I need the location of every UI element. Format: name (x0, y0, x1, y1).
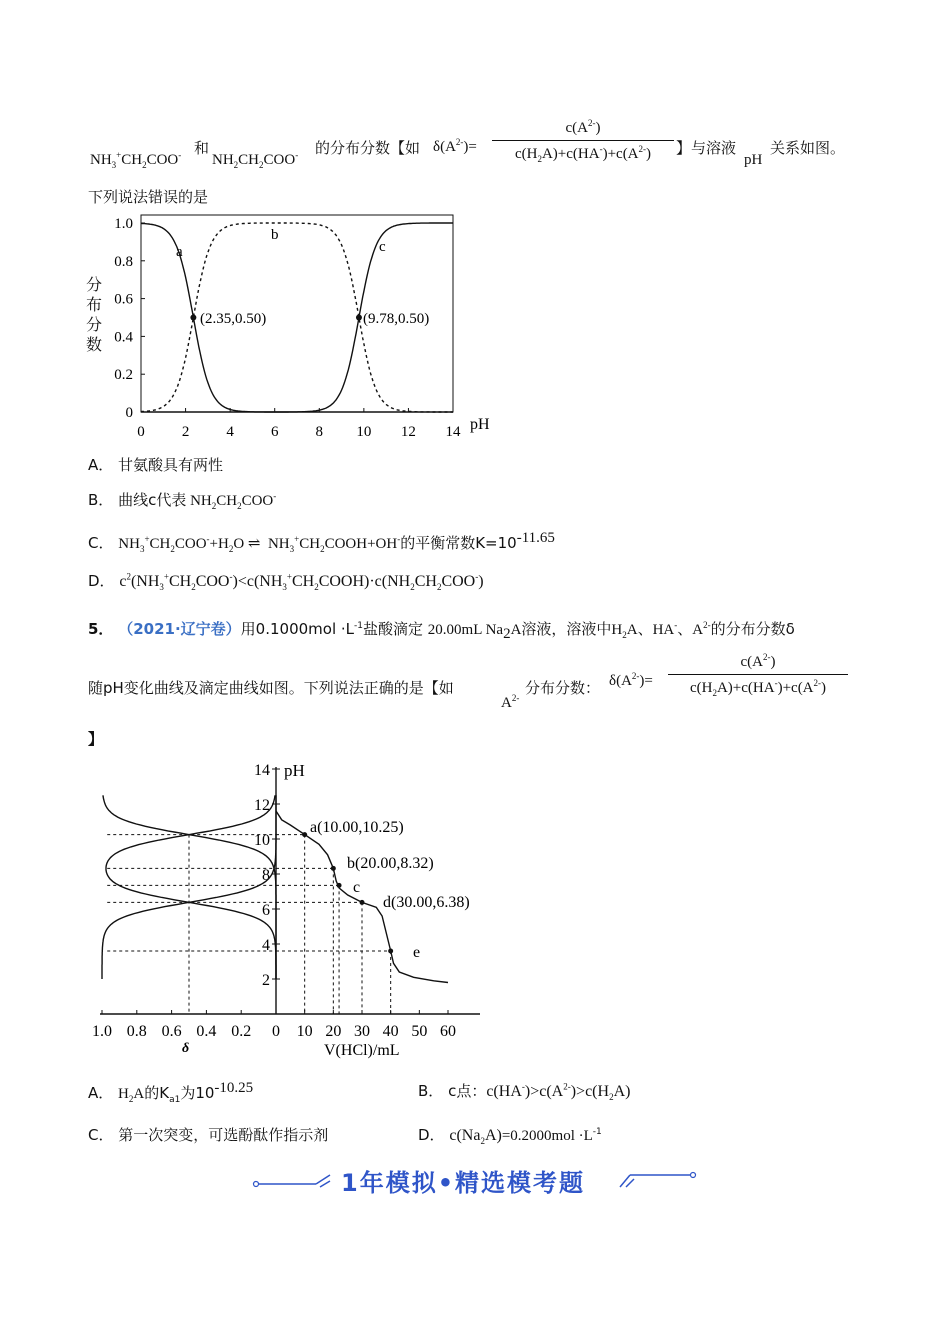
q5-option-b: B． c点：$c(HA^-)>c(A^{2-})>c(H_2A)$ (418, 1081, 631, 1103)
titration-point-c (337, 883, 342, 888)
y-tick-label: 0.2 (114, 367, 133, 384)
q5-chart (88, 752, 498, 1062)
y-tick-label: 0 (125, 405, 133, 421)
x-tick-label: 0 (137, 424, 145, 440)
y-tick-label: 8 (262, 867, 270, 884)
x-tick-label: 50 (411, 1023, 428, 1040)
q5-source: （2021·辽宁卷） (118, 620, 241, 638)
y-tick-label: 0.8 (114, 253, 133, 270)
q4-question: 下列说法错误的是 (88, 188, 209, 206)
q5-dist-label: 分布分数： (525, 679, 601, 697)
titration-point-e (388, 949, 393, 954)
q5-option-d: D． $c(Na_2A)=0.2000mol \cdot L^{-1}$ (418, 1126, 602, 1147)
q5-option-c: C． 第一次突变，可选酚酞作指示剂 (88, 1126, 329, 1144)
q4-fraction: $\frac{c(A^{2-})}{c(H_2A)+c(HA^-)+c(A^{2-})}$ (492, 118, 674, 164)
q4-species-anion: $NH_2CH_2COO^-$ (212, 150, 299, 170)
annot-2: (9.78,0.50) (363, 311, 430, 327)
x-tick-label: 12 (400, 424, 416, 440)
curve-c-label: c (379, 239, 386, 255)
q5-delta: $\delta(A^{2-})=$ (609, 671, 653, 689)
x-tick-label: 60 (440, 1023, 456, 1040)
annot-d: d(30.00,6.38) (383, 894, 470, 911)
x-tick-label: 10 (356, 424, 372, 440)
data-point (190, 315, 196, 321)
y-tick-label: 0.4 (114, 329, 133, 346)
x-tick-label: 6 (270, 424, 279, 440)
data-point (356, 315, 362, 321)
x-tick-label: 40 (382, 1023, 399, 1040)
titration-point (360, 900, 365, 905)
annot-e: e (413, 944, 421, 961)
q4-ph: pH (744, 152, 763, 168)
annot-1: (2.35,0.50) (200, 311, 267, 327)
q5-delta-label: δ (182, 1041, 190, 1056)
y-tick-label: 10 (254, 832, 270, 849)
q5-option-a: A． $H_2A$的$K_{a1}$为$10^{-10.25}$ (88, 1080, 254, 1105)
delta-tick-label: 1.0 (92, 1023, 112, 1040)
q4-dist-text: 的分布分数【如 (315, 139, 421, 157)
curve-b-label: b (271, 227, 279, 243)
annot-b: b(20.00,8.32) (347, 855, 434, 872)
annot-c: c (353, 879, 361, 896)
titration-point (331, 866, 336, 871)
delta-tick-label: 0.2 (231, 1023, 252, 1040)
x-tick-label: 2 (181, 424, 190, 440)
q5-fraction: $\frac{c(A^{2-})}{c(H_2A)+c(HA^-)+c(A^{2-})}$ (668, 652, 848, 698)
q5-a2: $A^{2-}$ (501, 693, 520, 711)
q4-option-b: B． 曲线c代表 $NH_2CH_2COO^-$ (88, 491, 277, 511)
titration-point (302, 832, 307, 837)
q5-xlabel: V(HCl)/mL (324, 1042, 400, 1059)
y-tick-label: 4 (262, 937, 270, 954)
x-tick-label: 4 (226, 424, 234, 440)
q4-option-d: D． $c^2(NH_3^+CH_2COO^-)<c(NH_3^+CH_2COOH)\cdot c(NH_2CH_2COO^-)$ (88, 571, 484, 593)
y-tick-label: 0.6 (114, 291, 133, 308)
q5-ylabel: pH (284, 761, 305, 780)
q4-chart-ylabel: 分布分数 (86, 275, 103, 354)
delta-tick-label: 0.8 (126, 1023, 147, 1040)
q4-chart (78, 205, 508, 445)
x-tick-label: 14 (445, 424, 461, 440)
section-banner: 1年模拟•精选模考题 (341, 1169, 586, 1197)
x-tick-label: 30 (354, 1023, 370, 1040)
x-tick-label: 20 (325, 1023, 342, 1040)
y-tick-label: 2 (262, 972, 270, 989)
q4-species-cation: $NH_3^+CH_2COO^-$ (90, 150, 182, 170)
y-tick-label: 6 (262, 902, 270, 919)
delta-tick-label: 0.6 (161, 1023, 182, 1040)
x-tick-label: 8 (315, 424, 324, 440)
delta-tick-label: 0.4 (196, 1023, 217, 1040)
x-axis-label: pH (470, 416, 490, 433)
q5-bracket: 】 (88, 730, 104, 748)
y-tick-label: 12 (254, 797, 270, 814)
annot-a: a(10.00,10.25) (310, 819, 404, 836)
x-tick-label: 10 (296, 1023, 313, 1040)
q4-option-a: A． 甘氨酸具有两性 (88, 456, 224, 474)
q4-end-text: 】与溶液 (676, 139, 737, 157)
q4-option-c: C． $NH_3^+CH_2COO^-+H_2O$ ⇌ $NH_3^+CH_2COOH+OH^-$的平衡常数$K=10^{-11.65}$ (88, 530, 555, 554)
q5-line1: 5． （2021·辽宁卷）用$0.1000mol \cdot L^{-1}$盐酸滴定 20.00mL $Na_2A$溶液，溶液中$H_2A$、HA-、$A^{2-}$的分布分数δ (88, 620, 795, 642)
y-tick-label: 14 (254, 762, 270, 779)
q4-delta: $\delta(A^{2-})=$ (433, 137, 477, 155)
q4-and: 和 (194, 139, 210, 157)
y-tick-label: 1.0 (114, 216, 133, 232)
x-tick-label: 0 (272, 1023, 280, 1040)
q5-line2: 随pH变化曲线及滴定曲线如图。下列说法正确的是【如 (88, 679, 454, 697)
curve-a-label: a (176, 244, 183, 260)
q4-rel-text: 关系如图。 (770, 139, 846, 157)
